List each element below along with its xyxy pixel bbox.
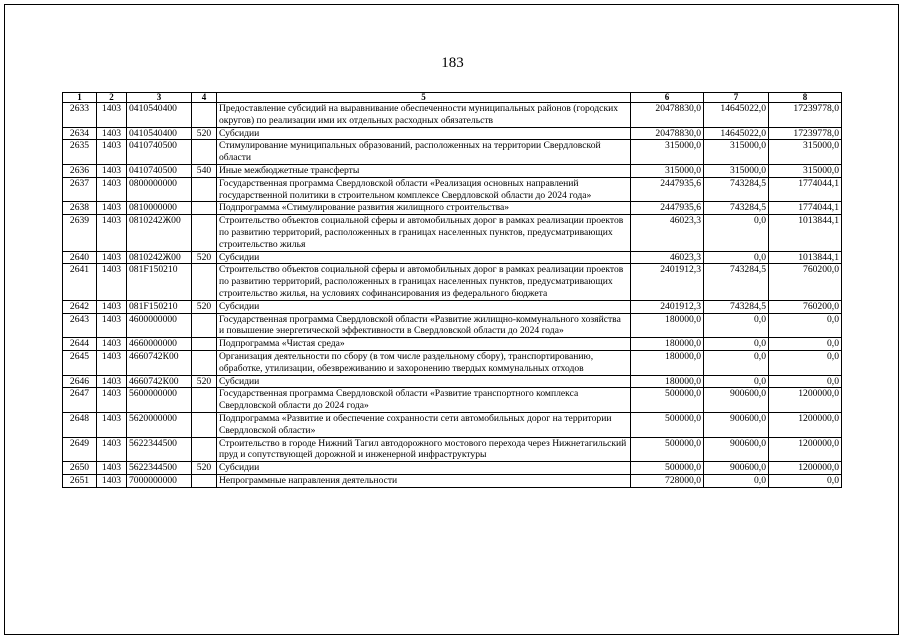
row-description: Субсидии xyxy=(217,462,631,475)
amount-year-2: 315000,0 xyxy=(704,140,769,165)
header-col-8: 8 xyxy=(769,93,842,103)
expense-type-code: 520 xyxy=(192,127,217,140)
table-row xyxy=(63,437,842,462)
section-code: 1403 xyxy=(97,350,127,375)
amount-year-3: 315000,0 xyxy=(769,140,842,165)
section-code: 1403 xyxy=(97,103,127,128)
header-col-3: 3 xyxy=(127,93,192,103)
expense-type-code xyxy=(192,103,217,128)
header-col-4: 4 xyxy=(192,93,217,103)
row-description: Субсидии xyxy=(217,251,631,264)
amount-year-1: 2401912,3 xyxy=(631,264,704,300)
amount-year-2: 0,0 xyxy=(704,375,769,388)
amount-year-3: 1774044,1 xyxy=(769,177,842,202)
amount-year-2: 14645022,0 xyxy=(704,127,769,140)
amount-year-1: 315000,0 xyxy=(631,164,704,177)
amount-year-3: 1200000,0 xyxy=(769,412,842,437)
target-article-code: 0410740500 xyxy=(127,164,192,177)
expense-type-code xyxy=(192,437,217,462)
amount-year-3: 0,0 xyxy=(769,313,842,338)
amount-year-2: 743284,5 xyxy=(704,300,769,313)
table-row xyxy=(63,300,842,313)
section-code: 1403 xyxy=(97,474,127,487)
expense-type-code: 520 xyxy=(192,300,217,313)
expense-type-code xyxy=(192,474,217,487)
amount-year-3: 1200000,0 xyxy=(769,388,842,413)
row-number: 2640 xyxy=(63,251,97,264)
section-code: 1403 xyxy=(97,388,127,413)
row-description: Строительство объектов социальной сферы и автомобильных дорог в рамках реализации проектов по развитию территорий, расположенных в границах населенных пунктов, предусматривающих строительство жилья, на условиях софинансирования из федерального бюджета xyxy=(217,264,631,300)
target-article-code: 081F150210 xyxy=(127,264,192,300)
amount-year-2: 900600,0 xyxy=(704,462,769,475)
target-article-code: 0410540400 xyxy=(127,103,192,128)
expense-type-code xyxy=(192,140,217,165)
expense-type-code xyxy=(192,264,217,300)
row-number: 2650 xyxy=(63,462,97,475)
expense-type-code xyxy=(192,412,217,437)
row-description: Подпрограмма «Развитие и обеспечение сохранности сети автомобильных дорог на территории Свердловской области» xyxy=(217,412,631,437)
target-article-code: 4600000000 xyxy=(127,313,192,338)
amount-year-2: 900600,0 xyxy=(704,437,769,462)
row-description: Строительство объектов социальной сферы и автомобильных дорог в рамках реализации проектов по развитию территорий, расположенных в границах населенных пунктов, предусматривающих строительство жилья xyxy=(217,215,631,251)
table-row xyxy=(63,103,842,128)
row-description: Организация деятельности по сбору (в том числе раздельному сбору), транспортированию, обработке, утилизации, обезвреживанию и захоронению твердых коммунальных отходов xyxy=(217,350,631,375)
row-number: 2644 xyxy=(63,338,97,351)
row-description: Государственная программа Свердловской области «Развитие транспортного комплекса Свердловской области до 2024 года» xyxy=(217,388,631,413)
row-number: 2647 xyxy=(63,388,97,413)
table-row xyxy=(63,127,842,140)
row-number: 2648 xyxy=(63,412,97,437)
table-row xyxy=(63,251,842,264)
table-row xyxy=(63,375,842,388)
row-description: Подпрограмма «Стимулирование развития жилищного строительства» xyxy=(217,202,631,215)
section-code: 1403 xyxy=(97,300,127,313)
amount-year-3: 17239778,0 xyxy=(769,127,842,140)
row-number: 2642 xyxy=(63,300,97,313)
amount-year-3: 0,0 xyxy=(769,338,842,351)
amount-year-3: 315000,0 xyxy=(769,164,842,177)
section-code: 1403 xyxy=(97,164,127,177)
row-number: 2639 xyxy=(63,215,97,251)
row-description: Стимулирование муниципальных образований, расположенных на территории Свердловской области xyxy=(217,140,631,165)
expense-type-code xyxy=(192,338,217,351)
row-number: 2638 xyxy=(63,202,97,215)
expense-type-code: 520 xyxy=(192,375,217,388)
page-number: 183 xyxy=(441,55,464,71)
table-row xyxy=(63,215,842,251)
row-number: 2641 xyxy=(63,264,97,300)
amount-year-1: 46023,3 xyxy=(631,251,704,264)
amount-year-1: 315000,0 xyxy=(631,140,704,165)
amount-year-3: 760200,0 xyxy=(769,300,842,313)
target-article-code: 4660742К00 xyxy=(127,375,192,388)
target-article-code: 0800000000 xyxy=(127,177,192,202)
section-code: 1403 xyxy=(97,313,127,338)
expense-type-code: 520 xyxy=(192,251,217,264)
amount-year-1: 20478830,0 xyxy=(631,103,704,128)
row-description: Субсидии xyxy=(217,300,631,313)
table-row xyxy=(63,264,842,300)
target-article-code: 0410540400 xyxy=(127,127,192,140)
amount-year-3: 17239778,0 xyxy=(769,103,842,128)
budget-table xyxy=(62,92,842,488)
target-article-code: 0810000000 xyxy=(127,202,192,215)
section-code: 1403 xyxy=(97,251,127,264)
row-description: Государственная программа Свердловской области «Развитие жилищно-коммунального хозяйства и повышение энергетической эффективности в Свердловской области до 2024 года» xyxy=(217,313,631,338)
header-col-2: 2 xyxy=(97,93,127,103)
table-row xyxy=(63,474,842,487)
row-description: Непрограммные направления деятельности xyxy=(217,474,631,487)
section-code: 1403 xyxy=(97,437,127,462)
row-description: Строительство в городе Нижний Тагил автодорожного мостового перехода через Нижнетагильский пруд и сопутствующей дорожной и инженерной инфраструктуры xyxy=(217,437,631,462)
amount-year-1: 20478830,0 xyxy=(631,127,704,140)
expense-type-code xyxy=(192,350,217,375)
section-code: 1403 xyxy=(97,177,127,202)
table-body xyxy=(63,103,842,488)
amount-year-1: 728000,0 xyxy=(631,474,704,487)
amount-year-1: 2401912,3 xyxy=(631,300,704,313)
section-code: 1403 xyxy=(97,462,127,475)
header-col-1: 1 xyxy=(63,93,97,103)
row-number: 2633 xyxy=(63,103,97,128)
row-number: 2649 xyxy=(63,437,97,462)
amount-year-3: 0,0 xyxy=(769,474,842,487)
row-description: Иные межбюджетные трансферты xyxy=(217,164,631,177)
amount-year-1: 2447935,6 xyxy=(631,202,704,215)
target-article-code: 4660742К00 xyxy=(127,350,192,375)
expense-type-code xyxy=(192,313,217,338)
table-row xyxy=(63,140,842,165)
row-number: 2651 xyxy=(63,474,97,487)
amount-year-3: 1200000,0 xyxy=(769,462,842,475)
target-article-code: 0810242Ж00 xyxy=(127,215,192,251)
amount-year-2: 0,0 xyxy=(704,251,769,264)
target-article-code: 0410740500 xyxy=(127,140,192,165)
header-row xyxy=(63,93,842,103)
amount-year-2: 0,0 xyxy=(704,215,769,251)
amount-year-3: 0,0 xyxy=(769,375,842,388)
row-number: 2636 xyxy=(63,164,97,177)
section-code: 1403 xyxy=(97,127,127,140)
table-row xyxy=(63,313,842,338)
amount-year-2: 900600,0 xyxy=(704,412,769,437)
header-col-6: 6 xyxy=(631,93,704,103)
amount-year-3: 1013844,1 xyxy=(769,215,842,251)
table-row xyxy=(63,350,842,375)
section-code: 1403 xyxy=(97,375,127,388)
section-code: 1403 xyxy=(97,202,127,215)
amount-year-2: 0,0 xyxy=(704,350,769,375)
expense-type-code xyxy=(192,177,217,202)
row-description: Предоставление субсидий на выравнивание обеспеченности муниципальных районов (городских округов) по реализации ими их отдельных расходных обязательств xyxy=(217,103,631,128)
amount-year-1: 180000,0 xyxy=(631,338,704,351)
expense-type-code: 540 xyxy=(192,164,217,177)
row-number: 2643 xyxy=(63,313,97,338)
amount-year-3: 1774044,1 xyxy=(769,202,842,215)
section-code: 1403 xyxy=(97,140,127,165)
amount-year-1: 500000,0 xyxy=(631,437,704,462)
table-row xyxy=(63,338,842,351)
target-article-code: 5600000000 xyxy=(127,388,192,413)
header-col-7: 7 xyxy=(704,93,769,103)
amount-year-1: 180000,0 xyxy=(631,375,704,388)
amount-year-1: 2447935,6 xyxy=(631,177,704,202)
amount-year-1: 180000,0 xyxy=(631,350,704,375)
row-number: 2634 xyxy=(63,127,97,140)
amount-year-2: 0,0 xyxy=(704,338,769,351)
amount-year-2: 0,0 xyxy=(704,313,769,338)
target-article-code: 7000000000 xyxy=(127,474,192,487)
target-article-code: 5622344500 xyxy=(127,462,192,475)
target-article-code: 081F150210 xyxy=(127,300,192,313)
table-row xyxy=(63,164,842,177)
table-row xyxy=(63,462,842,475)
target-article-code: 5622344500 xyxy=(127,437,192,462)
amount-year-2: 743284,5 xyxy=(704,202,769,215)
amount-year-3: 760200,0 xyxy=(769,264,842,300)
amount-year-3: 1013844,1 xyxy=(769,251,842,264)
amount-year-3: 0,0 xyxy=(769,350,842,375)
amount-year-2: 0,0 xyxy=(704,474,769,487)
amount-year-1: 500000,0 xyxy=(631,412,704,437)
amount-year-2: 315000,0 xyxy=(704,164,769,177)
target-article-code: 5620000000 xyxy=(127,412,192,437)
table-row xyxy=(63,388,842,413)
amount-year-2: 743284,5 xyxy=(704,264,769,300)
amount-year-2: 900600,0 xyxy=(704,388,769,413)
table-row xyxy=(63,177,842,202)
amount-year-1: 500000,0 xyxy=(631,388,704,413)
row-number: 2646 xyxy=(63,375,97,388)
row-description: Субсидии xyxy=(217,127,631,140)
expense-type-code xyxy=(192,388,217,413)
amount-year-1: 180000,0 xyxy=(631,313,704,338)
row-description: Государственная программа Свердловской области «Реализация основных направлений государственной политики в строительном комплексе Свердловской области до 2024 года» xyxy=(217,177,631,202)
section-code: 1403 xyxy=(97,338,127,351)
section-code: 1403 xyxy=(97,412,127,437)
table-row xyxy=(63,202,842,215)
row-description: Подпрограмма «Чистая среда» xyxy=(217,338,631,351)
row-number: 2637 xyxy=(63,177,97,202)
row-description: Субсидии xyxy=(217,375,631,388)
amount-year-3: 1200000,0 xyxy=(769,437,842,462)
amount-year-1: 46023,3 xyxy=(631,215,704,251)
header-col-5: 5 xyxy=(217,93,631,103)
expense-type-code xyxy=(192,215,217,251)
row-number: 2645 xyxy=(63,350,97,375)
expense-type-code: 520 xyxy=(192,462,217,475)
amount-year-2: 743284,5 xyxy=(704,177,769,202)
target-article-code: 4660000000 xyxy=(127,338,192,351)
target-article-code: 0810242Ж00 xyxy=(127,251,192,264)
section-code: 1403 xyxy=(97,264,127,300)
table-row xyxy=(63,412,842,437)
section-code: 1403 xyxy=(97,215,127,251)
expense-type-code xyxy=(192,202,217,215)
row-number: 2635 xyxy=(63,140,97,165)
amount-year-1: 500000,0 xyxy=(631,462,704,475)
amount-year-2: 14645022,0 xyxy=(704,103,769,128)
